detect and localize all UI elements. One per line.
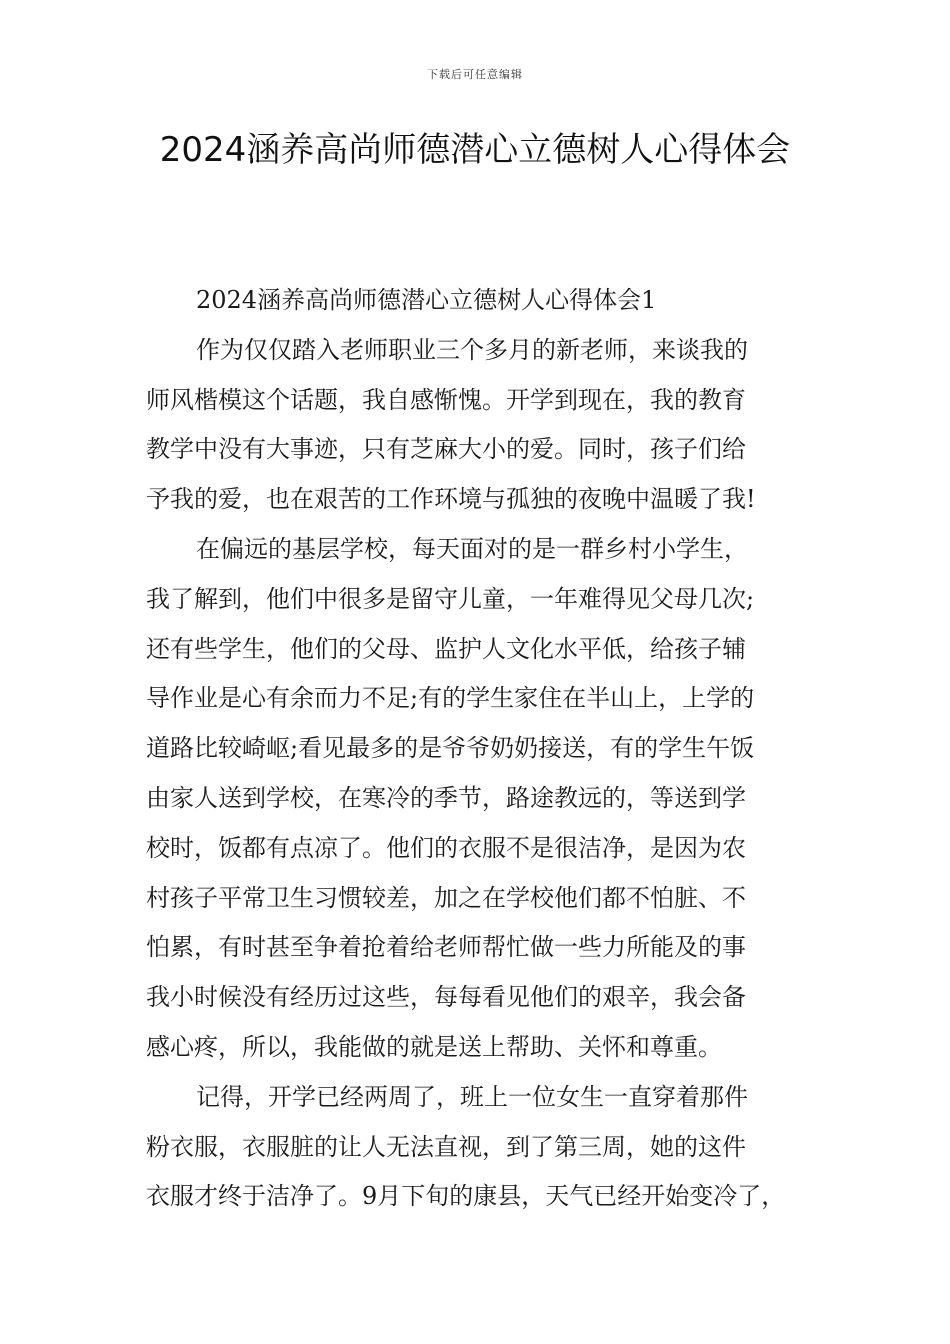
- text-line: 我了解到，他们中很多是留守儿童，一年难得见父母几次;: [146, 584, 755, 613]
- document-body: [146, 276, 810, 1222]
- text-line: 粉衣服，衣服脏的让人无法直视，到了第三周，她的这件: [146, 1132, 746, 1161]
- text-line: 还有些学生，他们的父母、监护人文化水平低，给孩子辅: [146, 634, 746, 663]
- text-line: 记得，开学已经两周了，班上一位女生一直穿着那件: [196, 1082, 748, 1111]
- text-line: 怕累，有时甚至争着抢着给老师帮忙做一些力所能及的事: [146, 933, 746, 962]
- text-line: 我小时候没有经历过这些，每每看见他们的艰辛，我会备: [146, 983, 746, 1012]
- text-line: 感心疼，所以，我能做的就是送上帮助、关怀和尊重。: [146, 1032, 722, 1061]
- text-line: 教学中没有大事迹，只有芝麻大小的爱。同时，孩子们给: [146, 435, 746, 464]
- text-line: 由家人送到学校，在寒冷的季节，路途教远的，等送到学: [146, 783, 746, 812]
- text-line: 在偏远的基层学校，每天面对的是一群乡村小学生，: [196, 534, 748, 563]
- text-line: 予我的爱，也在艰苦的工作环境与孤独的夜晚中温暖了我!: [146, 485, 756, 514]
- text-line: 村孩子平常卫生习惯较差，加之在学校他们都不怕脏、不: [146, 883, 746, 912]
- text-line: 师风楷模这个话题，我自感惭愧。开学到现在，我的教育: [146, 385, 746, 414]
- document-title: 2024涵养高尚师德潜心立德树人心得体会: [159, 130, 791, 170]
- text-line: 衣服才终于洁净了。9月下旬的康县，天气已经开始变冷了，: [146, 1182, 786, 1211]
- text-line: 作为仅仅踏入老师职业三个多月的新老师，来谈我的: [196, 335, 748, 364]
- header-note: 下载后可任意编辑: [427, 68, 523, 81]
- text-line: 导作业是心有余而力不足;有的学生家住在半山上，上学的: [146, 684, 755, 713]
- text-line: 道路比较崎岖;看见最多的是爷爷奶奶接送，有的学生午饭: [146, 734, 755, 763]
- text-line: 2024涵养高尚师德潜心立德树人心得体会1: [196, 286, 657, 314]
- text-line: 校时，饭都有点凉了。他们的衣服不是很洁净，是因为农: [146, 833, 746, 862]
